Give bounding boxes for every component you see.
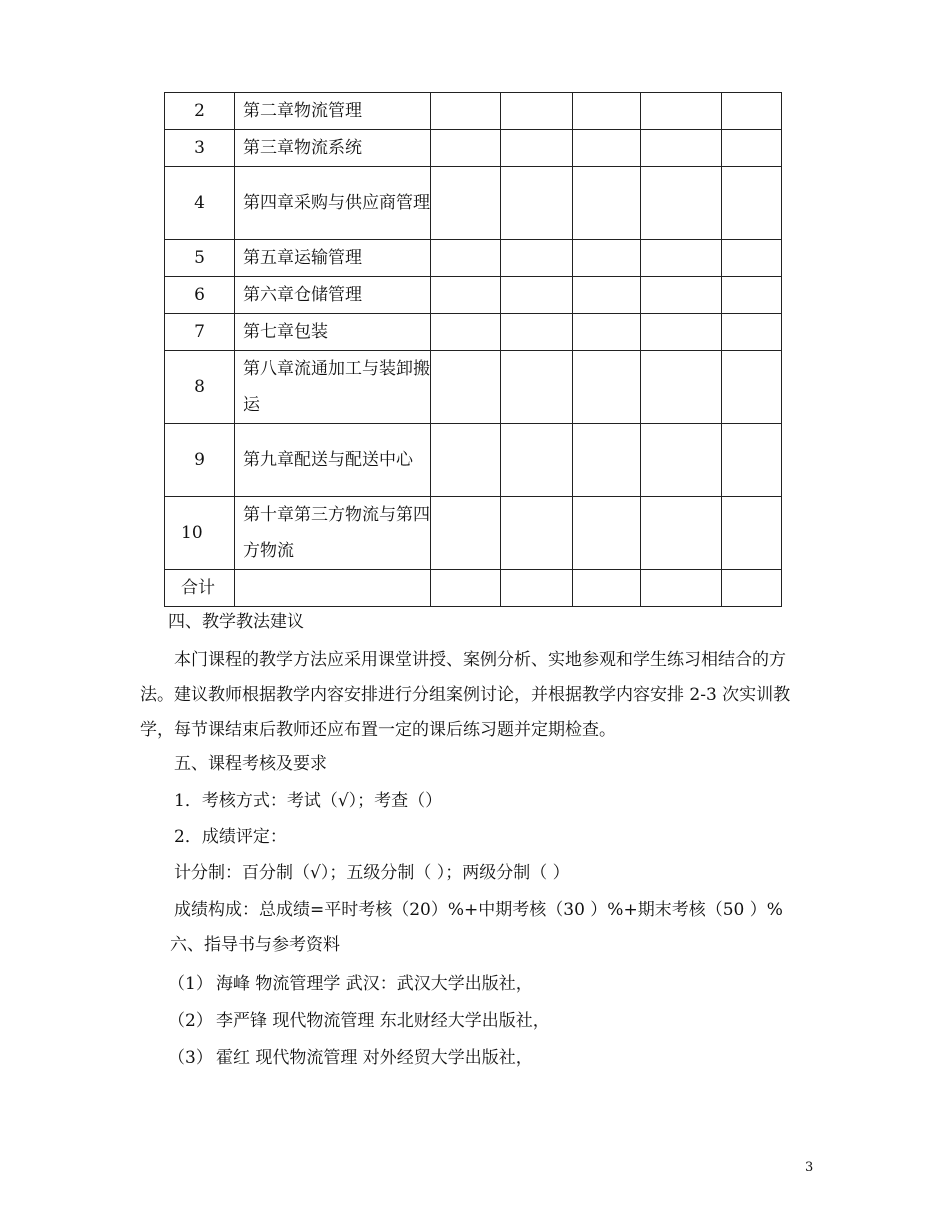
section5-heading: 五、课程考核及要求: [174, 754, 327, 774]
page-number: 3: [805, 1160, 814, 1175]
reference-number: （3）: [168, 1048, 213, 1068]
section4-body: 本门课程的教学方法应采用课堂讲授、案例分析、实地参观和学生练习相结合的方法。建议教师根据教学内容安排进行分组案例讨论，并根据教学内容安排 2-3 次实训教学，每节课结束后教师还应布置一定的课后练习题并定期检查。: [140, 650, 791, 740]
assessment-method: 1．考核方式：考试（√）；考查（）: [174, 791, 443, 811]
chapter-title: 第十章第三方物流与第四方物流: [235, 497, 431, 570]
row-number: 9: [165, 424, 235, 497]
row-number: 4: [165, 167, 235, 240]
reference-number: （2）: [168, 1011, 213, 1031]
grade-evaluation: 2．成绩评定：: [174, 827, 287, 847]
row-number: 2: [165, 93, 235, 130]
course-schedule-table: [164, 92, 782, 607]
row-number: 3: [165, 130, 235, 167]
reference-number: （1）: [168, 974, 213, 994]
row-number: 5: [165, 240, 235, 277]
table-row: [165, 424, 782, 497]
row-number: 10: [165, 497, 235, 570]
reference-text: 霍红 现代物流管理 对外经贸大学出版社，: [216, 1048, 533, 1068]
reference-item: [168, 1043, 533, 1068]
table-row: [165, 240, 782, 277]
table-row: [165, 497, 782, 570]
table-row: [165, 167, 782, 240]
reference-item: [168, 969, 533, 994]
chapter-title: 第八章流通加工与装卸搬运: [235, 351, 431, 424]
table-row: [165, 351, 782, 424]
row-number: 6: [165, 277, 235, 314]
table-row: [165, 130, 782, 167]
chapter-title: 第七章包装: [235, 314, 431, 351]
total-label: 合计: [165, 570, 235, 607]
table-row-total: [165, 570, 782, 607]
section4-heading: 四、教学教法建议: [168, 612, 304, 632]
section6-heading: 六、指导书与参考资料: [170, 935, 340, 955]
row-number: 7: [165, 314, 235, 351]
chapter-title: 第六章仓储管理: [235, 277, 431, 314]
table-row: [165, 314, 782, 351]
reference-text: 海峰 物流管理学 武汉：武汉大学出版社，: [216, 974, 533, 994]
row-number: 8: [165, 351, 235, 424]
table-row: [165, 277, 782, 314]
chapter-title: 第九章配送与配送中心: [235, 424, 431, 497]
table-row: [165, 93, 782, 130]
chapter-title: 第五章运输管理: [235, 240, 431, 277]
scoring-system: 计分制：百分制（√）；五级分制（ ）；两级分制（ ）: [174, 863, 570, 883]
grade-composition: 成绩构成：总成绩=平时考核（20）%+中期考核（30 ）%+期末考核（50 ）%: [174, 900, 783, 920]
chapter-title: 第三章物流系统: [235, 130, 431, 167]
chapter-title: 第四章采购与供应商管理: [235, 167, 431, 240]
chapter-title: 第二章物流管理: [235, 93, 431, 130]
reference-text: 李严锋 现代物流管理 东北财经大学出版社，: [216, 1011, 550, 1031]
reference-item: [168, 1006, 550, 1031]
